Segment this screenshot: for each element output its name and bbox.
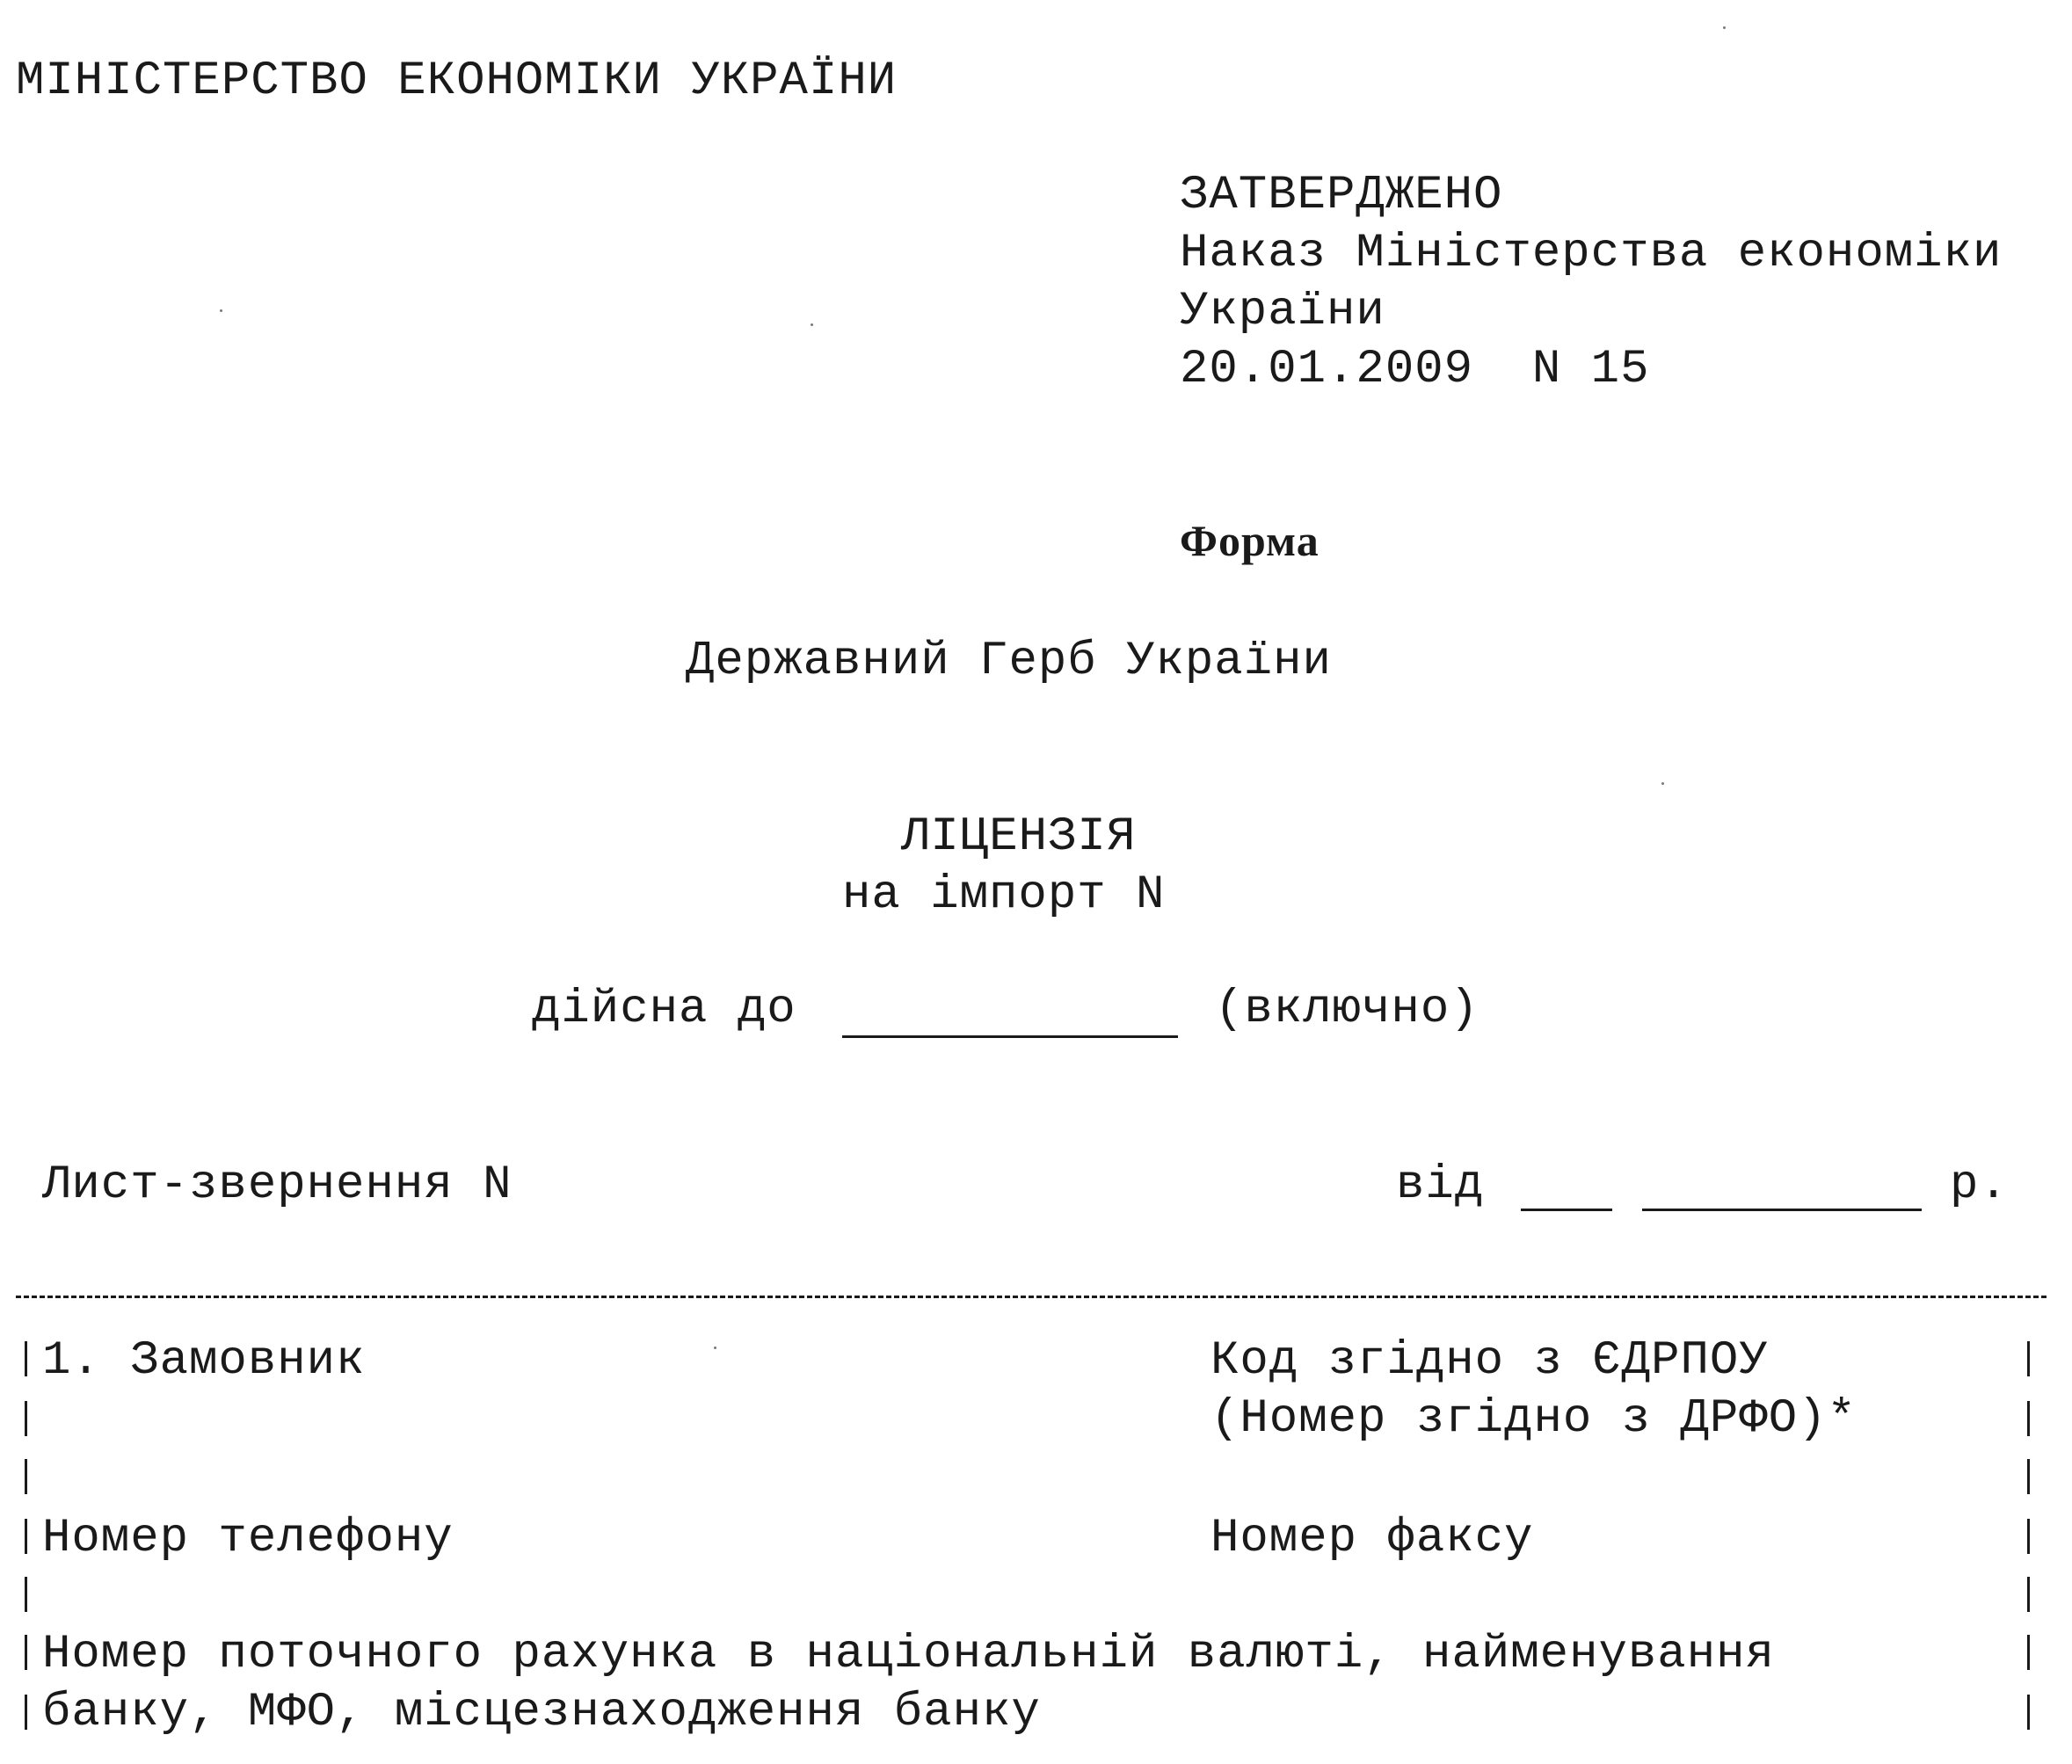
valid-until-label: дійсна до xyxy=(532,983,796,1036)
phone-label: Номер телефону xyxy=(42,1512,454,1565)
approval-line-1: ЗАТВЕРДЖЕНО xyxy=(1180,169,1503,222)
customer-label: 1. Замовник xyxy=(42,1334,366,1388)
table-top-border xyxy=(16,1296,2047,1298)
drfo-number-label: (Номер згідно з ДРФО)* xyxy=(1210,1392,1857,1446)
approval-line-2: Наказ Міністерства економіки xyxy=(1180,227,2003,280)
account-label-line-2: банку, МФО, місцезнаходження банку xyxy=(42,1686,1041,1739)
appeal-year-suffix: р. xyxy=(1950,1158,2009,1212)
table-left-border xyxy=(25,1695,27,1730)
appeal-day-blank xyxy=(1521,1209,1612,1211)
license-title: ЛІЦЕНЗІЯ xyxy=(901,810,1137,864)
edrpou-code-label: Код згідно з ЄДРПОУ xyxy=(1210,1334,1769,1388)
account-label-line-1: Номер поточного рахунка в національній валюті, найменування xyxy=(42,1628,1775,1681)
table-left-border xyxy=(25,1401,27,1436)
ministry-heading: МІНІСТЕРСТВО ЕКОНОМІКИ УКРАЇНИ xyxy=(16,54,898,108)
fax-label: Номер факсу xyxy=(1210,1512,1534,1565)
coat-of-arms-text: Державний Герб України xyxy=(686,635,1332,688)
scan-speck xyxy=(811,323,813,326)
table-left-border xyxy=(25,1459,27,1494)
table-left-border xyxy=(25,1635,27,1670)
valid-until-blank xyxy=(842,1035,1178,1038)
scan-speck xyxy=(220,309,222,312)
table-right-border xyxy=(2027,1401,2030,1436)
table-right-border xyxy=(2027,1341,2030,1376)
table-right-border xyxy=(2027,1577,2030,1612)
table-left-border xyxy=(25,1519,27,1554)
license-subtitle: на імпорт N xyxy=(842,868,1166,922)
appeal-label: Лист-звернення N xyxy=(42,1158,513,1212)
table-left-border xyxy=(25,1341,27,1376)
scan-speck xyxy=(1723,26,1726,29)
valid-until-suffix: (включно) xyxy=(1215,983,1479,1036)
appeal-month-blank xyxy=(1642,1209,1922,1211)
table-left-border xyxy=(25,1577,27,1612)
table-right-border xyxy=(2027,1695,2030,1730)
form-label: Форма xyxy=(1180,516,1320,565)
table-right-border xyxy=(2027,1519,2030,1554)
scan-speck xyxy=(714,1347,716,1349)
table-right-border xyxy=(2027,1635,2030,1670)
approval-line-3: України xyxy=(1180,285,1385,338)
approval-line-4: 20.01.2009 N 15 xyxy=(1180,343,1650,396)
scan-speck xyxy=(1661,782,1664,785)
appeal-from-label: від xyxy=(1396,1158,1485,1212)
table-right-border xyxy=(2027,1459,2030,1494)
